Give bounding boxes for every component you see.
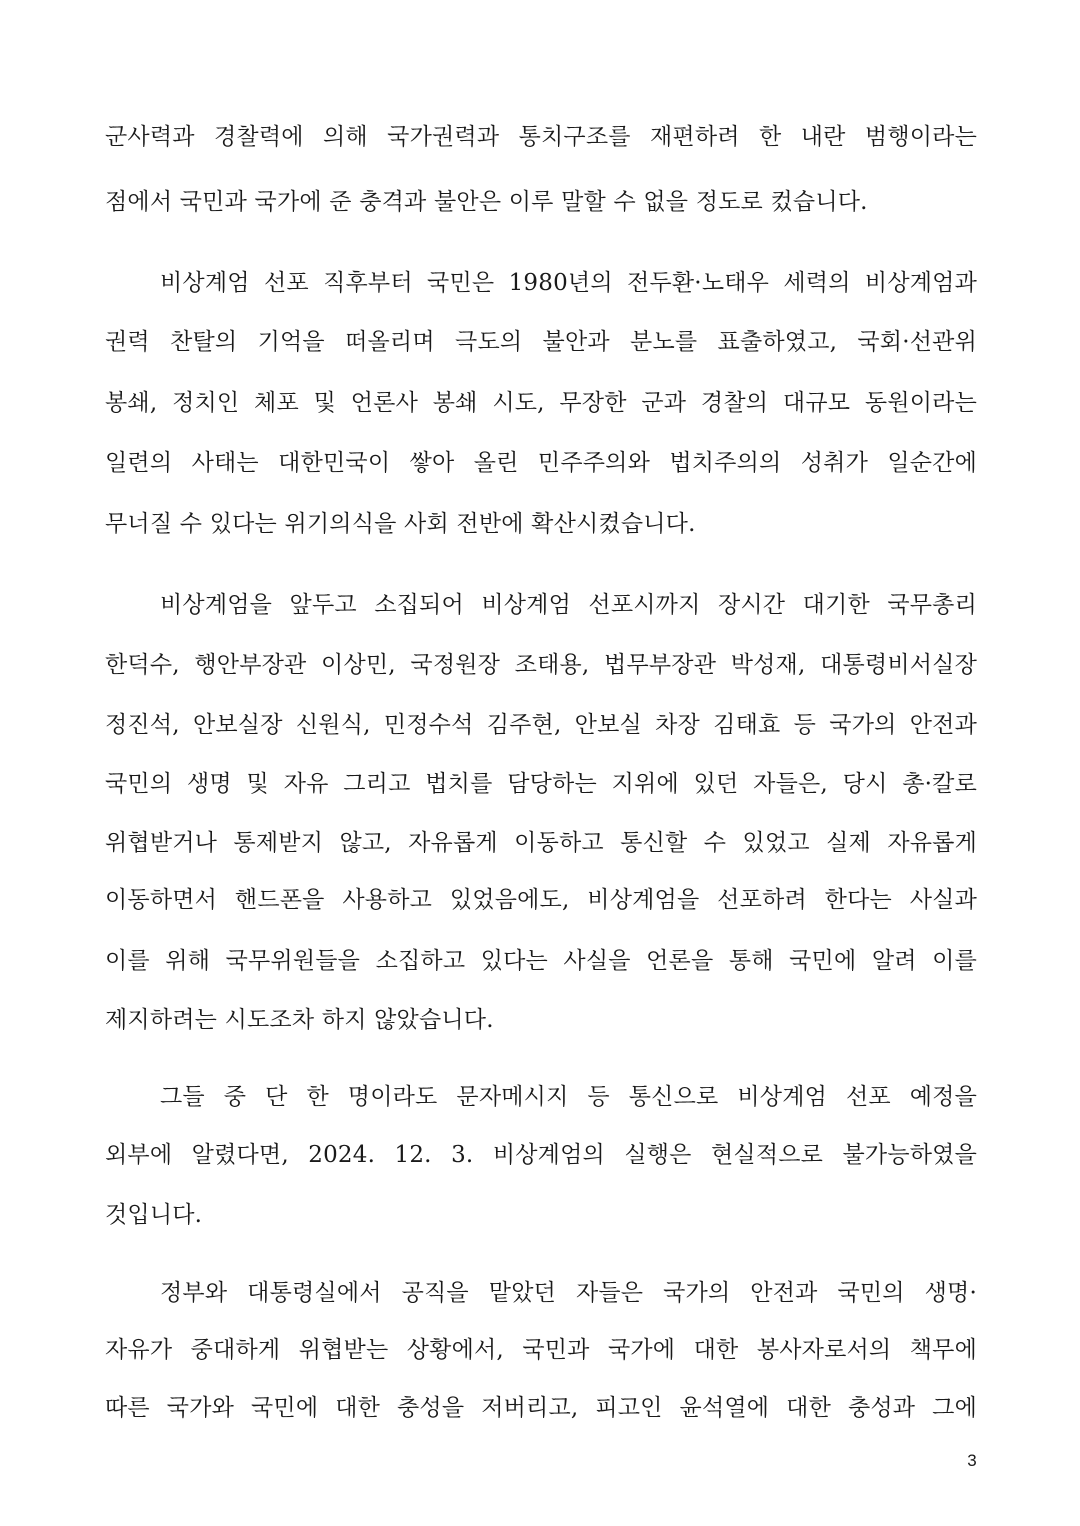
paragraph-5-line-2: 자유가 중대하게 위협받는 상황에서, 국민과 국가에 대한 봉사자로서의 책무에 <box>105 1337 977 1363</box>
paragraph-3-line-6: 이동하면서 핸드폰을 사용하고 있었음에도, 비상계엄을 선포하려 한다는 사실과 <box>105 887 977 913</box>
paragraph-1-line-2: 점에서 국민과 국가에 준 충격과 불안은 이루 말할 수 없을 정도로 컸습니다. <box>105 189 868 215</box>
paragraph-4-line-2: 외부에 알렸다면, 2024. 12. 3. 비상계엄의 실행은 현실적으로 불가능하였을 <box>105 1142 977 1168</box>
paragraph-3-line-1: 비상계엄을 앞두고 소집되어 비상계엄 선포시까지 장시간 대기한 국무총리 <box>160 592 977 618</box>
paragraph-2-line-4: 일련의 사태는 대한민국이 쌓아 올린 민주주의와 법치주의의 성취가 일순간에 <box>105 450 977 476</box>
paragraph-3-line-8: 제지하려는 시도조차 하지 않았습니다. <box>105 1007 494 1033</box>
paragraph-3-line-5: 위협받거나 통제받지 않고, 자유롭게 이동하고 통신할 수 있었고 실제 자유롭게 <box>105 830 977 856</box>
paragraph-3-line-2: 한덕수, 행안부장관 이상민, 국정원장 조태용, 법무부장관 박성재, 대통령비서실장 <box>105 652 977 678</box>
paragraph-2-line-5: 무너질 수 있다는 위기의식을 사회 전반에 확산시켰습니다. <box>105 511 696 537</box>
paragraph-3-line-3: 정진석, 안보실장 신원식, 민정수석 김주현, 안보실 차장 김태효 등 국가의 안전과 <box>105 712 977 738</box>
paragraph-2-line-2: 권력 찬탈의 기억을 떠올리며 극도의 불안과 분노를 표출하였고, 국회·선관위 <box>105 329 977 355</box>
paragraph-3-line-4: 국민의 생명 및 자유 그리고 법치를 담당하는 지위에 있던 자들은, 당시 총·칼로 <box>105 771 977 797</box>
paragraph-2-line-3: 봉쇄, 정치인 체포 및 언론사 봉쇄 시도, 무장한 군과 경찰의 대규모 동원이라는 <box>105 390 977 416</box>
paragraph-4-line-3: 것입니다. <box>105 1202 203 1228</box>
paragraph-5-line-1: 정부와 대통령실에서 공직을 맡았던 자들은 국가의 안전과 국민의 생명· <box>160 1280 977 1306</box>
paragraph-1-line-1: 군사력과 경찰력에 의해 국가권력과 통치구조를 재편하려 한 내란 범행이라는 <box>105 124 977 150</box>
paragraph-4-line-1: 그들 중 단 한 명이라도 문자메시지 등 통신으로 비상계엄 선포 예정을 <box>160 1084 977 1110</box>
page-number: 3 <box>967 1451 977 1470</box>
paragraph-3-line-7: 이를 위해 국무위원들을 소집하고 있다는 사실을 언론을 통해 국민에 알려 이를 <box>105 948 977 974</box>
paragraph-2-line-1: 비상계엄 선포 직후부터 국민은 1980년의 전두환·노태우 세력의 비상계엄과 <box>160 270 977 296</box>
paragraph-5-line-3: 따른 국가와 국민에 대한 충성을 저버리고, 피고인 윤석열에 대한 충성과 그에 <box>105 1395 977 1421</box>
